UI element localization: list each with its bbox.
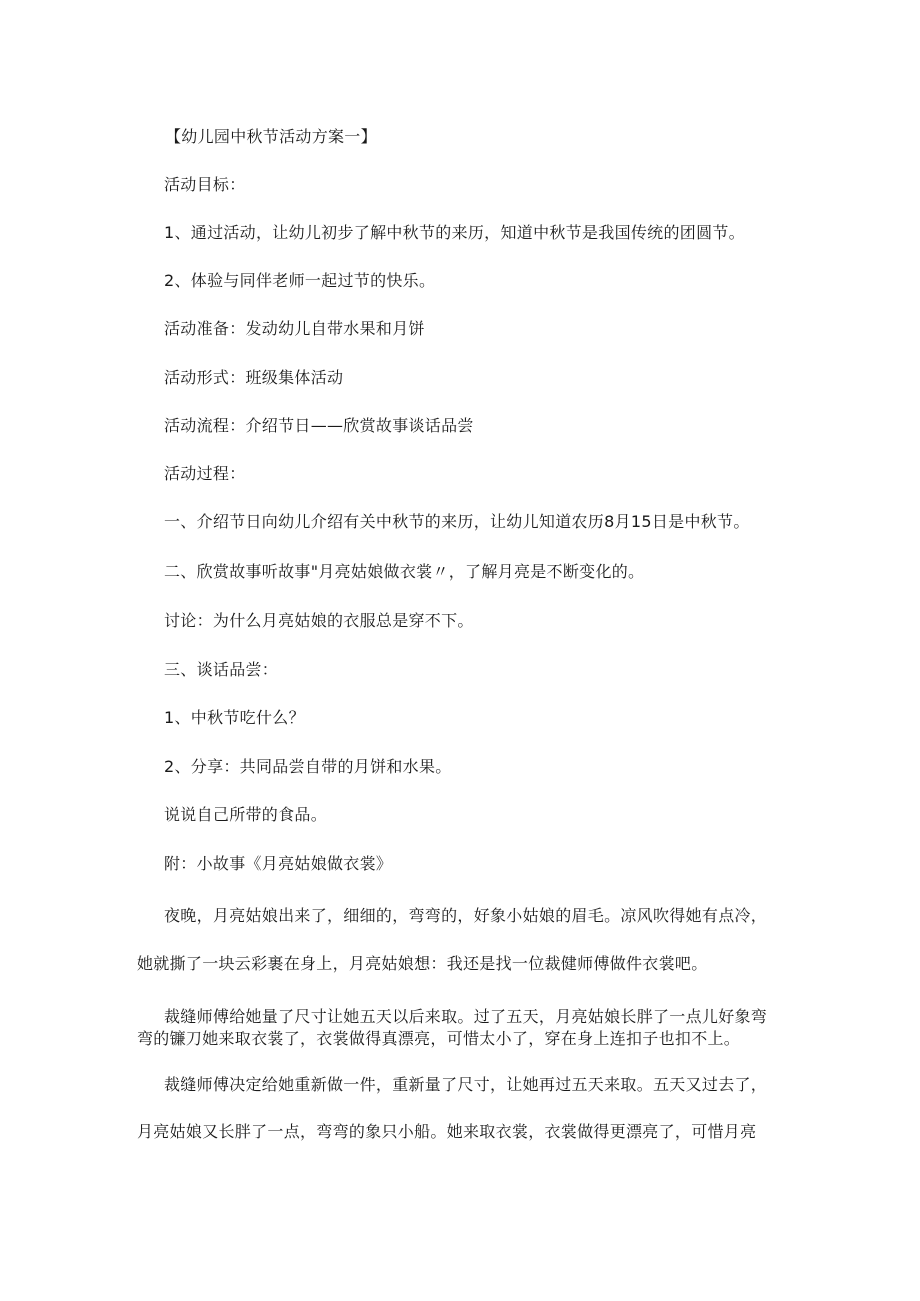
document-title: 【幼儿园中秋节活动方案一】 (165, 127, 377, 146)
process-step-3: 三、谈话品尝： (164, 660, 279, 679)
story-p1-line-1: 夜晚，月亮姑娘出来了，细细的，弯弯的，好象小姑娘的眉毛。凉风吹得她有点冷， (164, 906, 768, 925)
goals-heading: 活动目标： (164, 175, 246, 194)
goal-item-1: 1、通过活动，让幼儿初步了解中秋节的来历，知道中秋节是我国传统的团圆节。 (164, 223, 745, 242)
question-3: 说说自己所带的食品。 (164, 805, 328, 824)
story-p3-line-1: 裁缝师傅决定给她重新做一件，重新量了尺寸，让她再过五天来取。五天又过去了， (164, 1075, 768, 1094)
story-p2-line-1: 裁缝师傅给她量了尺寸让她五天以后来取。过了五天，月亮姑娘长胖了一点儿好象弯 (164, 1007, 768, 1026)
goal-item-2: 2、体验与同伴老师一起过节的快乐。 (164, 271, 436, 290)
appendix-line: 附：小故事《月亮姑娘做衣裳》 (164, 854, 393, 873)
form-line: 活动形式：班级集体活动 (164, 368, 344, 387)
story-p3-line-2: 月亮姑娘又长胖了一点，弯弯的象只小船。她来取衣裳，衣裳做得更漂亮了，可惜月亮 (137, 1122, 757, 1141)
flow-line: 活动流程：介绍节日——欣赏故事谈话品尝 (164, 416, 474, 435)
discussion-line: 讨论：为什么月亮姑娘的衣服总是穿不下。 (164, 611, 474, 630)
process-heading: 活动过程： (164, 464, 246, 483)
question-1: 1、中秋节吃什么？ (164, 708, 305, 727)
preparation-line: 活动准备：发动幼儿自带水果和月饼 (164, 319, 425, 338)
question-2: 2、分享：共同品尝自带的月饼和水果。 (164, 757, 452, 776)
process-step-1: 一、介绍节日向幼儿介绍有关中秋节的来历，让幼儿知道农历8月15日是中秋节。 (164, 512, 750, 531)
story-p2-line-2: 弯的镰刀她来取衣裳了，衣裳做得真漂亮，可惜太小了，穿在身上连扣子也扣不上。 (137, 1029, 741, 1048)
process-step-2: 二、欣赏故事听故事"月亮姑娘做衣裳〃，了解月亮是不断变化的。 (164, 562, 645, 581)
story-p1-line-2: 她就撕了一块云彩裹在身上，月亮姑娘想：我还是找一位裁健师傅做件衣裳吧。 (137, 954, 708, 973)
